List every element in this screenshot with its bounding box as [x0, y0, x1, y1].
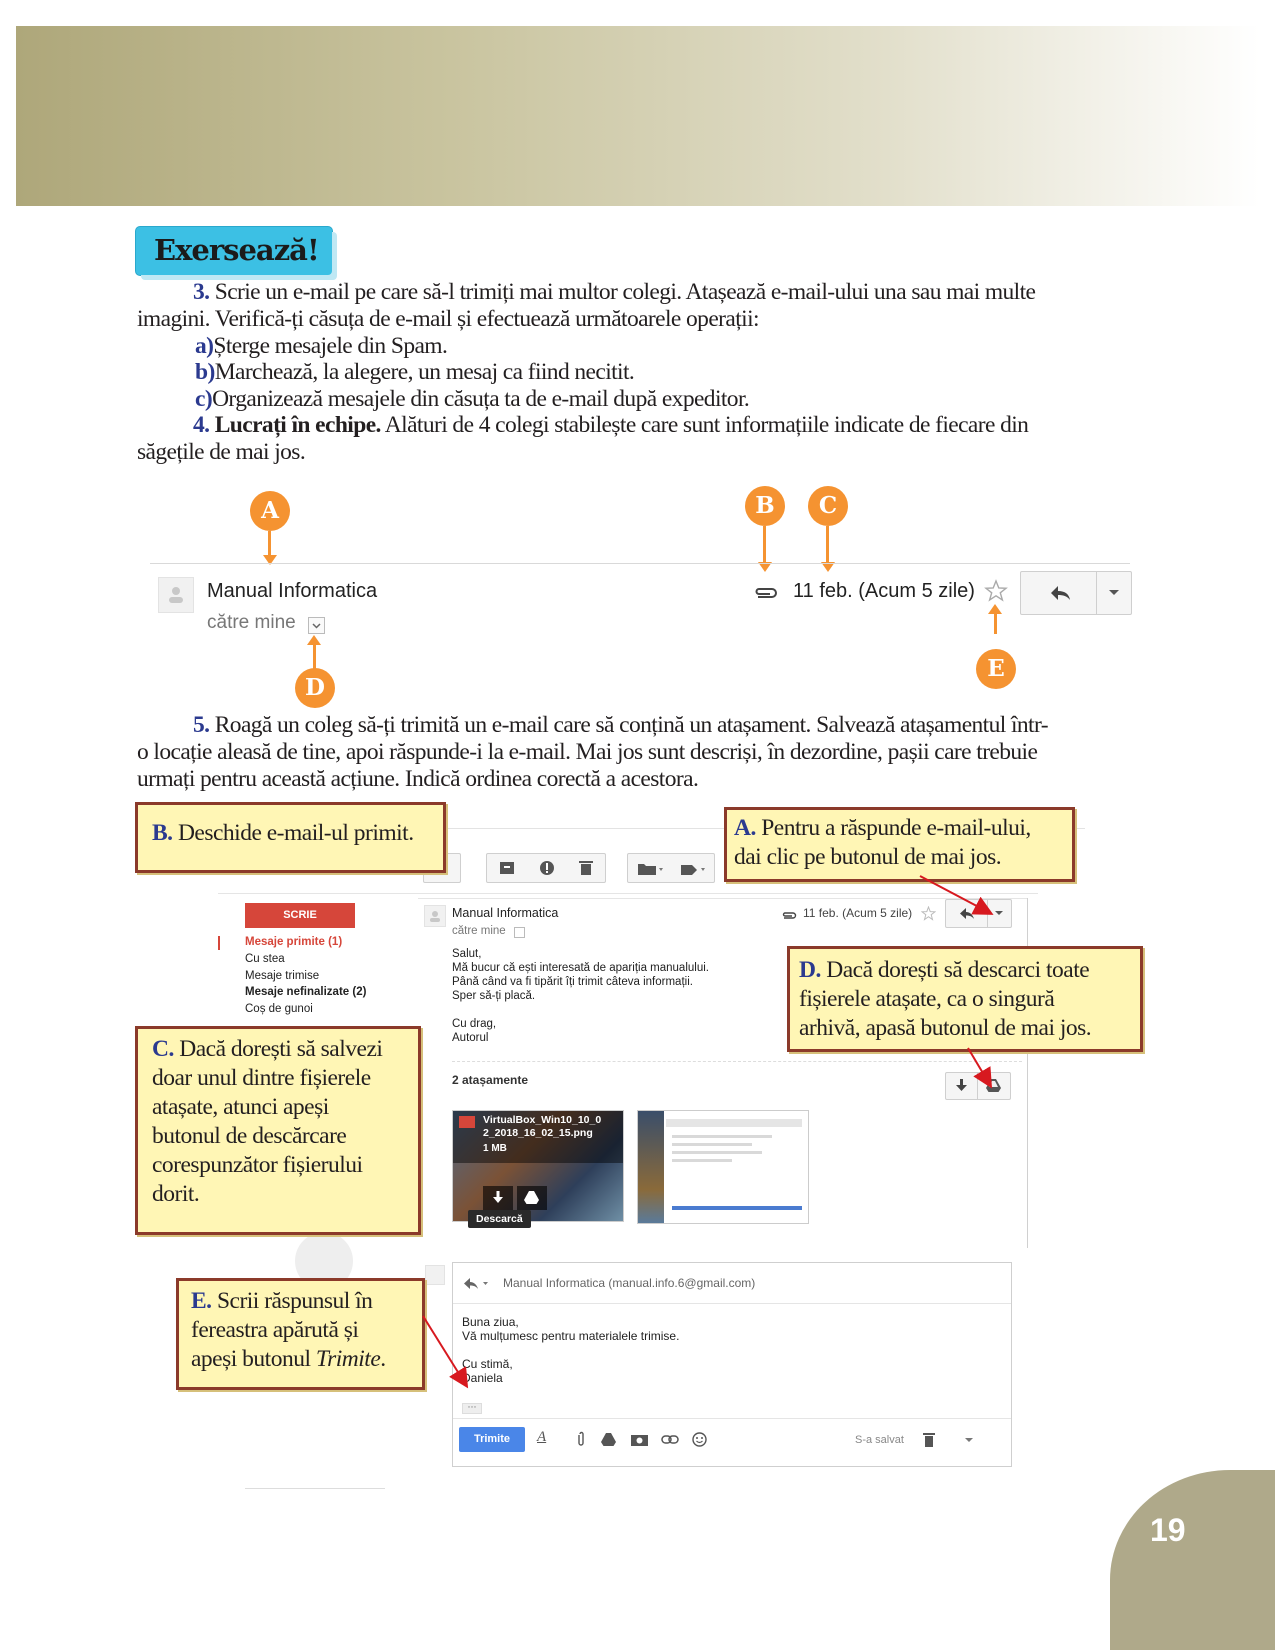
message-sender: Manual Informatica [452, 906, 559, 920]
ex3-line1: 3. Scrie un e-mail pe care să-l trimiți mai multor colegi. Atașează e-mail-ului una sau mai multe [193, 279, 1036, 305]
page-number: 19 [1150, 1512, 1186, 1548]
fig1-recipient: către mine [207, 612, 296, 633]
marker-a: A [250, 491, 290, 531]
ex4-line1: 4. Lucrați în echipe. Alături de 4 colegi stabilește care sunt informațiile indicate de fiecare din [193, 412, 1029, 438]
compose-button[interactable]: SCRIE [245, 903, 355, 928]
message-body: Salut, Mă bucur că ești interesată de apariția manualului. Până când va fi tipărit îți trimit câteva informații. Sper să-ți placă. Cu drag, Autorul [452, 948, 709, 1044]
ex5-line2: o locație aleasă de tine, apoi răspunde-i la e-mail. Mai jos sunt descriși, în dezordine, pașii care trebuie [137, 739, 1038, 765]
callout-a: A. Pentru a răspunde e-mail-ului, dai clic pe butonul de mai jos. [724, 807, 1075, 882]
attachment-1-size: 1 MB [483, 1143, 507, 1154]
callout-e: E. Scrii răspunsul în fereastra apărută și apeși butonul Trimite. [176, 1278, 425, 1390]
reply-recipient: Manual Informatica (manual.info.6@gmail.com) [503, 1276, 756, 1290]
fig1-date: 11 feb. (Acum 5 zile) [793, 580, 975, 602]
marker-b: B [745, 486, 785, 526]
marker-e: E [976, 649, 1016, 689]
arrow-e-to-reply-box [423, 1316, 466, 1385]
arrow-a-to-reply [920, 876, 990, 913]
ex3-item-c: c)Organizează mesajele din căsuța ta de e-mail după expeditor. [195, 386, 750, 412]
send-button[interactable]: Trimite [459, 1427, 525, 1452]
callout-c: C. Dacă dorești să salvezi doar unul dintre fișierele atașate, atunci apeși butonul de descărcare corespunzător fișierului dorit. [135, 1026, 421, 1235]
folder-sent[interactable]: Mesaje trimise [245, 970, 320, 982]
download-tooltip: Descarcă [468, 1210, 531, 1228]
reply-body[interactable]: Buna ziua, Vă mulțumesc pentru materialele trimise. Cu stimă, Daniela [462, 1315, 680, 1385]
attachment-1-name: VirtualBox_Win10_10_0 2_2018_16_02_15.png [483, 1114, 602, 1139]
fig1-sender: Manual Informatica [207, 580, 378, 602]
arrow-d-to-download-all [968, 1048, 990, 1085]
folder-trash[interactable]: Coș de gunoi [245, 1003, 313, 1015]
ex5-line3: urmați pentru această acțiune. Indică ordinea corectă a acestora. [137, 766, 699, 792]
folder-starred[interactable]: Cu stea [245, 953, 285, 965]
show-trimmed-button[interactable]: ··· [462, 1403, 482, 1414]
badge-title: Exersează! [154, 233, 319, 267]
folder-drafts[interactable]: Mesaje nefinalizate (2) [245, 986, 367, 998]
ex4-line2: săgețile de mai jos. [137, 439, 306, 465]
ex3-line2: imagini. Verifică-ți căsuța de e-mail și efectuează următoarele operații: [137, 306, 759, 332]
formatting-icon[interactable]: A [537, 1429, 547, 1445]
callout-d: D. Dacă dorești să descarci toate fișierele atașate, ca o singură arhivă, apasă butonul de mai jos. [787, 946, 1143, 1052]
attachments-title: 2 atașamente [452, 1073, 529, 1087]
folder-inbox[interactable]: Mesaje primite (1) [245, 936, 343, 948]
ex3-item-b: b)Marchează, la alegere, un mesaj ca fiind necitit. [195, 359, 635, 385]
callout-b: B. Deschide e-mail-ul primit. [135, 802, 446, 873]
saved-status: S-a salvat [855, 1434, 904, 1446]
message-date: 11 feb. (Acum 5 zile) [803, 906, 913, 920]
ex3-item-a: a)Șterge mesajele din Spam. [195, 333, 448, 359]
marker-c: C [808, 486, 848, 526]
marker-d: D [295, 668, 335, 708]
message-recipient: către mine [452, 925, 506, 937]
ex5-line1: 5. Roagă un coleg să-ți trimită un e-mail care să conțină un atașament. Salvează atașamentul într- [193, 712, 1048, 738]
